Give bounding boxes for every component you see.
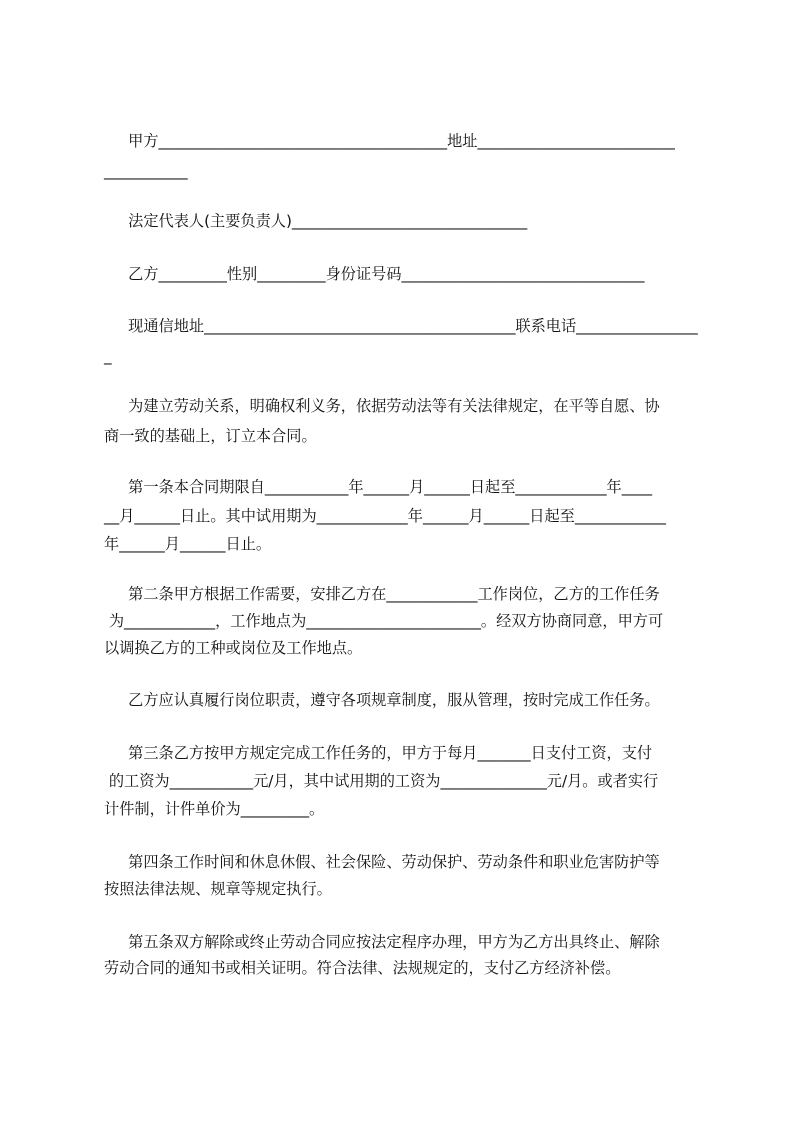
article-2-line-1: 第二条甲方根据工作需要，安排乙方在____________工作岗位，乙方的工作任务 <box>104 585 660 603</box>
party-a-line-continuation: ___________ <box>104 162 188 180</box>
article-1-line-2: __月______日止。其中试用期为____________年______月______日起至____________ <box>104 507 666 525</box>
article-3-line-3: 计件制，计件单价为_________。 <box>104 800 325 818</box>
legal-representative-line: 法定代表人(主要负责人)_______________________________ <box>104 212 528 230</box>
article-3-line-2: 的工资为___________元/月，其中试用期的工资为______________元/月。或者实行 <box>104 772 659 790</box>
article-4-line-2: 按照法律法规、规章等规定执行。 <box>104 880 332 898</box>
article-4-line-1: 第四条工作时间和休息休假、社会保险、劳动保护、劳动条件和职业危害防护等 <box>104 853 660 871</box>
preamble-line-2: 商一致的基础上，订立本合同。 <box>104 427 317 445</box>
party-b-line: 乙方_________性别_________身份证号码________________________________ <box>104 265 645 283</box>
party-b-duties-line: 乙方应认真履行岗位职责，遵守各项规章制度，服从管理，按时完成工作任务。 <box>104 691 660 709</box>
article-3-line-1: 第三条乙方按甲方规定完成工作任务的，甲方于每月_______日支付工资，支付 <box>104 744 653 762</box>
article-1-line-3: 年______月______日止。 <box>104 535 272 553</box>
preamble-line-1: 为建立劳动关系，明确权利义务，依据劳动法等有关法律规定，在平等自愿、协 <box>104 397 660 415</box>
article-2-line-2: 为____________，工作地点为_______________________。经双方协商同意，甲方可 <box>104 612 664 630</box>
article-5-line-1: 第五条双方解除或终止劳动合同应按法定程序办理，甲方为乙方出具终止、解除 <box>104 933 660 951</box>
article-1-line-1: 第一条本合同期限自___________年______月______日起至____________年____ <box>104 478 653 496</box>
article-2-line-3: 以调换乙方的工种或岗位及工作地点。 <box>104 639 363 657</box>
party-a-line: 甲方______________________________________地址__________________________ <box>104 132 675 150</box>
article-5-line-2: 劳动合同的通知书或相关证明。符合法律、法规规定的，支付乙方经济补偿。 <box>104 959 621 977</box>
address-phone-line-continuation: _ <box>104 347 112 365</box>
address-phone-line: 现通信地址_________________________________________联系电话________________ <box>104 317 698 335</box>
